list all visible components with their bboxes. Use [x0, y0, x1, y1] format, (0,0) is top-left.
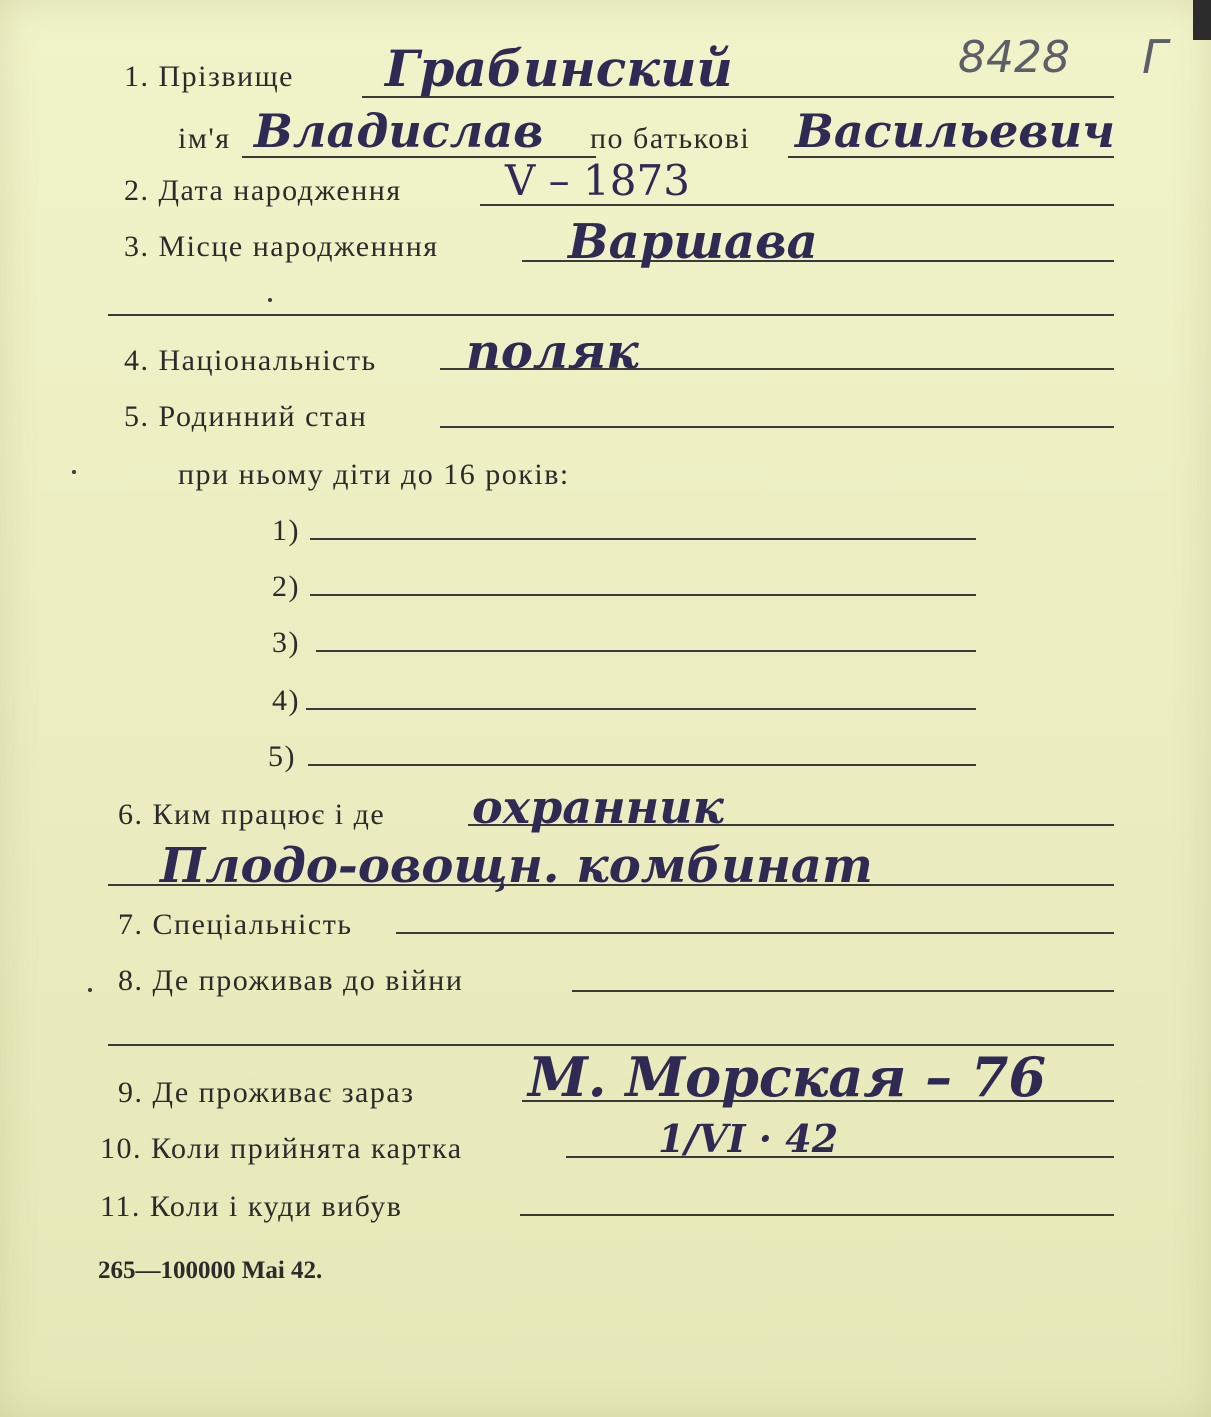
specialty-label: 7. Спеціальність	[118, 908, 353, 941]
child-4-line	[306, 708, 976, 710]
archive-letter: Г	[1142, 30, 1168, 84]
children-label: при ньому діти до 16 років:	[178, 458, 570, 491]
patronymic-label: по батькові	[590, 122, 751, 155]
current-residence-value: М. Морская – 76	[528, 1045, 1047, 1109]
birth-date-label: 2. Дата народження	[124, 174, 402, 207]
card-accepted-label: 10. Коли прийнята картка	[100, 1132, 463, 1165]
card-accepted-value: 1/VI · 42	[658, 1116, 839, 1161]
birth-place-line-2	[108, 314, 1114, 316]
marital-status-line	[440, 426, 1114, 428]
child-1-label: 1)	[272, 514, 300, 547]
current-residence-label: 9. Де проживає зараз	[118, 1076, 415, 1109]
birth-place-value: Варшава	[568, 214, 818, 270]
child-5-label: 5)	[268, 740, 296, 773]
prewar-residence-label: 8. Де проживав до війни	[118, 964, 464, 997]
child-3-label: 3)	[272, 626, 300, 659]
ink-dot	[268, 298, 272, 302]
child-3-line	[316, 650, 976, 652]
ink-dot	[88, 988, 92, 992]
child-2-line	[310, 594, 976, 596]
birth-place-label: 3. Місце народженння	[124, 230, 439, 263]
print-code: 265—100000 Mai 42.	[98, 1257, 323, 1284]
departed-line	[520, 1214, 1114, 1216]
nationality-label: 4. Національність	[124, 344, 377, 377]
surname-label: 1. Прізвище	[124, 60, 294, 93]
name-value: Владислав	[254, 104, 544, 158]
surname-value: Грабинский	[385, 39, 733, 98]
work-label: 6. Ким працює і де	[118, 798, 386, 831]
prewar-residence-line	[572, 990, 1114, 992]
child-1-line	[310, 538, 976, 540]
work-value-2: Плодо-овощн. комбинат	[160, 838, 873, 894]
work-value: охранник	[472, 780, 724, 834]
patronymic-value: Васильевич	[795, 104, 1115, 158]
departed-label: 11. Коли і куди вибув	[100, 1190, 403, 1223]
child-4-label: 4)	[272, 684, 300, 717]
archive-number: 8428	[958, 32, 1070, 83]
specialty-line	[396, 932, 1114, 934]
nationality-value: поляк	[466, 324, 639, 380]
name-label: ім'я	[178, 122, 231, 155]
ink-dot	[72, 470, 76, 474]
child-2-label: 2)	[272, 570, 300, 603]
birth-date-value: V – 1873	[505, 156, 690, 205]
card-accepted-line	[566, 1156, 1114, 1158]
card-corner-edge	[1193, 0, 1211, 40]
marital-status-label: 5. Родинний стан	[124, 400, 368, 433]
child-5-line	[308, 764, 976, 766]
